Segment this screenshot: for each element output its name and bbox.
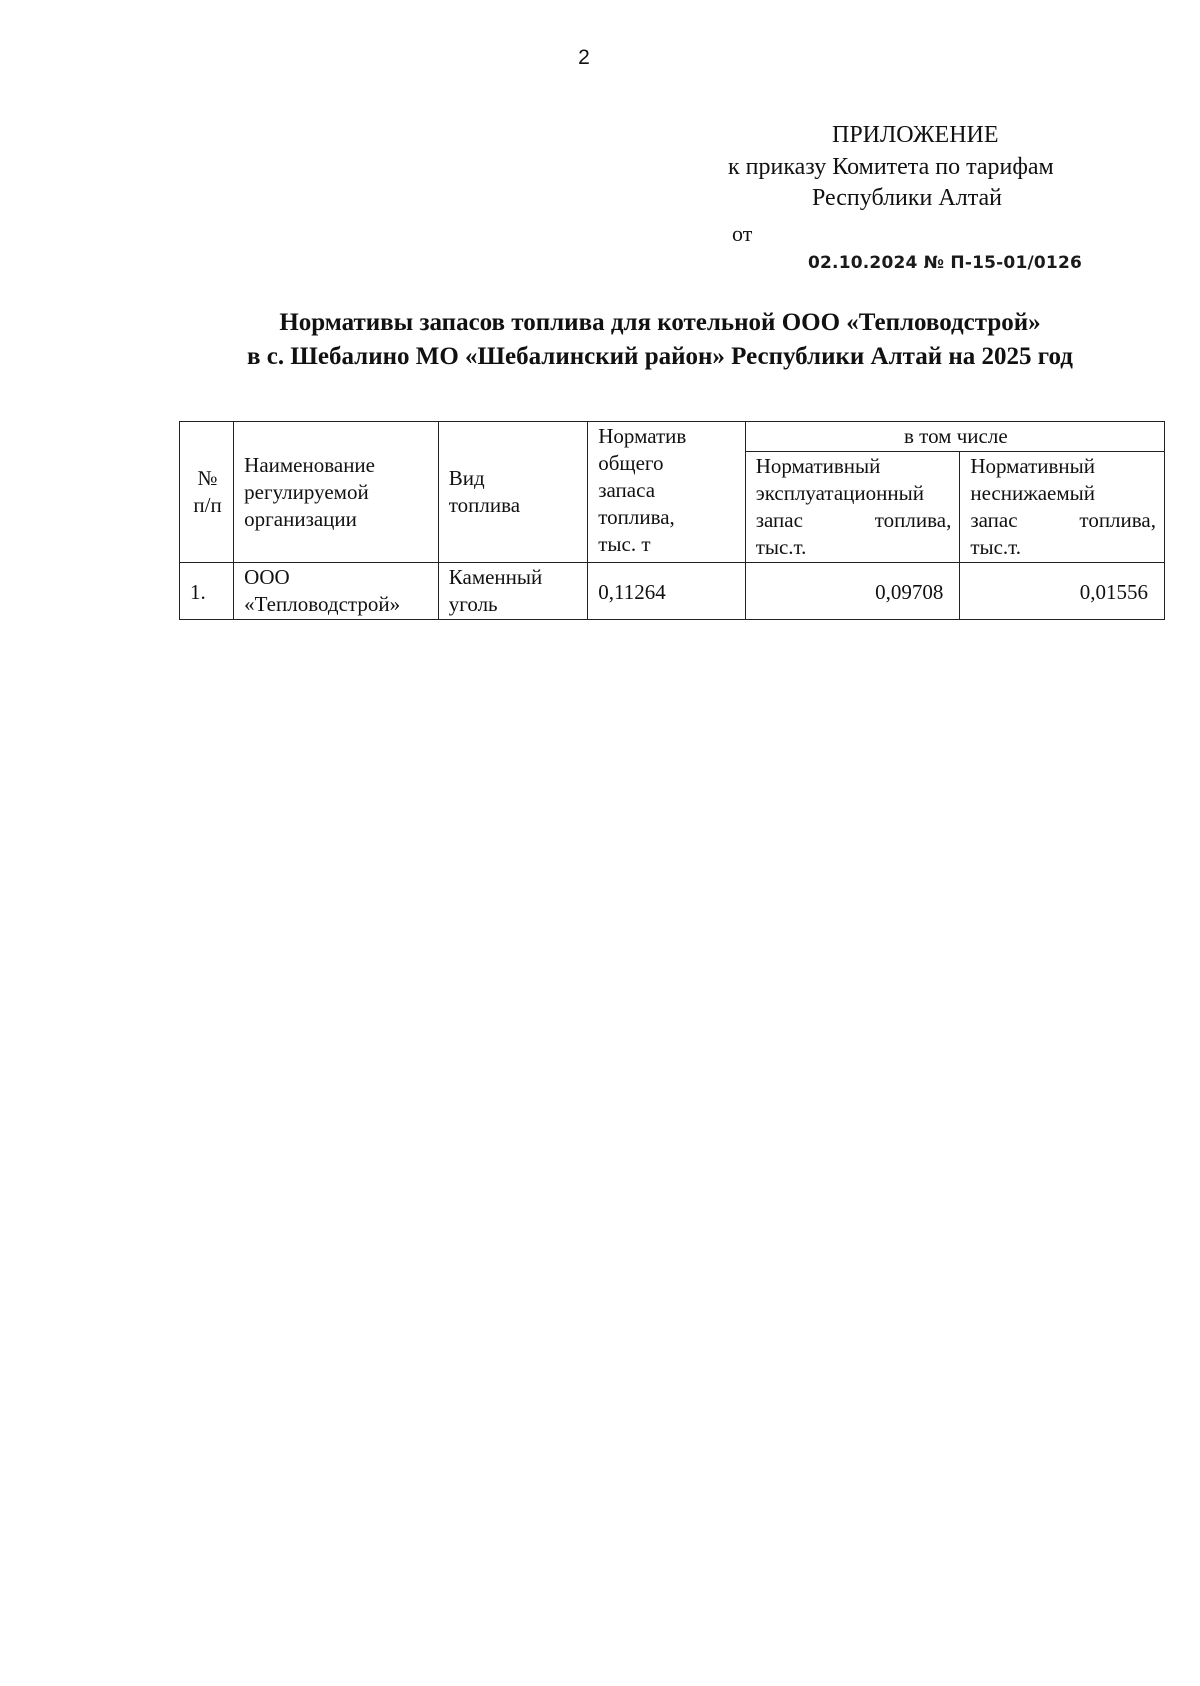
header-organization: [234, 422, 439, 563]
row-exploitation-norm: 0,09708: [745, 563, 960, 620]
header-organization-line-1: Наименование: [244, 452, 375, 477]
header-fuel-line-2: топлива: [448, 493, 521, 517]
header-number-symbol: №: [197, 466, 218, 490]
header-total-line-1: Норматив: [598, 424, 687, 448]
appendix-title: ПРИЛОЖЕНИЕ: [832, 122, 999, 148]
fuel-norms-table: [179, 421, 1165, 620]
header-minimum-line-3: [970, 507, 1156, 534]
row-organization-line-2: «Тепловодстрой»: [244, 592, 401, 616]
header-minimum-word-a: запас: [970, 508, 1018, 532]
header-organization-line-2: регулируемой: [244, 479, 369, 504]
header-exploitation-line-3: [756, 507, 952, 534]
appendix-order-line: к приказу Комитета по тарифам: [728, 154, 1054, 180]
header-fuel-line-1: Вид: [448, 466, 485, 490]
row-organization: [234, 563, 439, 620]
table-header-row: [180, 422, 1165, 452]
row-fuel-line-1: Каменный: [448, 565, 543, 589]
header-exploitation-unit: тыс.т.: [755, 535, 807, 559]
header-total-line-2: общего: [598, 451, 664, 475]
heading-line-2: в с. Шебалино МО «Шебалинский район» Республики Алтай на 2025 год: [247, 343, 1073, 370]
header-including-group: в том числе: [745, 422, 1164, 452]
header-total-norm: [588, 422, 745, 563]
header-exploitation-norm: [745, 452, 960, 563]
header-total-line-4: топлива,: [598, 505, 675, 529]
header-minimum-line-1: Нормативный: [970, 454, 1096, 478]
header-total-line-3: запаса: [598, 478, 656, 502]
appendix-republic-line: Республики Алтай: [812, 185, 1002, 211]
row-total-norm: 0,11264: [588, 563, 745, 620]
page-number: 2: [578, 46, 590, 69]
header-organization-line-3: организации: [244, 506, 357, 531]
header-exploitation-word-a: запас: [755, 508, 803, 532]
row-organization-line-1: ООО: [244, 565, 290, 589]
appendix-date-number: 02.10.2024 № П-15-01/0126: [808, 253, 1083, 273]
header-minimum-line-2: неснижаемый: [970, 481, 1095, 505]
header-minimum-word-b: топлива,: [1079, 508, 1156, 532]
document-heading: [130, 306, 1190, 374]
row-number: 1.: [180, 563, 234, 620]
row-minimum-norm: 0,01556: [960, 563, 1165, 620]
header-number: [180, 422, 234, 563]
header-minimum-norm: [960, 452, 1165, 563]
appendix-from-label: от: [732, 221, 753, 246]
header-number-label: п/п: [193, 493, 222, 517]
row-fuel-type: [438, 563, 587, 620]
header-exploitation-word-b: топлива,: [874, 508, 952, 532]
row-fuel-line-2: уголь: [448, 592, 498, 616]
header-exploitation-line-2: эксплуатационный: [755, 481, 924, 505]
header-minimum-unit: тыс.т.: [970, 535, 1022, 559]
header-fuel-type: [438, 422, 587, 563]
header-exploitation-line-1: Нормативный: [755, 454, 881, 478]
heading-line-1: Нормативы запасов топлива для котельной ООО «Тепловодстрой»: [279, 309, 1041, 336]
header-total-line-5: тыс. т: [598, 532, 651, 556]
table-row: [180, 563, 1165, 620]
